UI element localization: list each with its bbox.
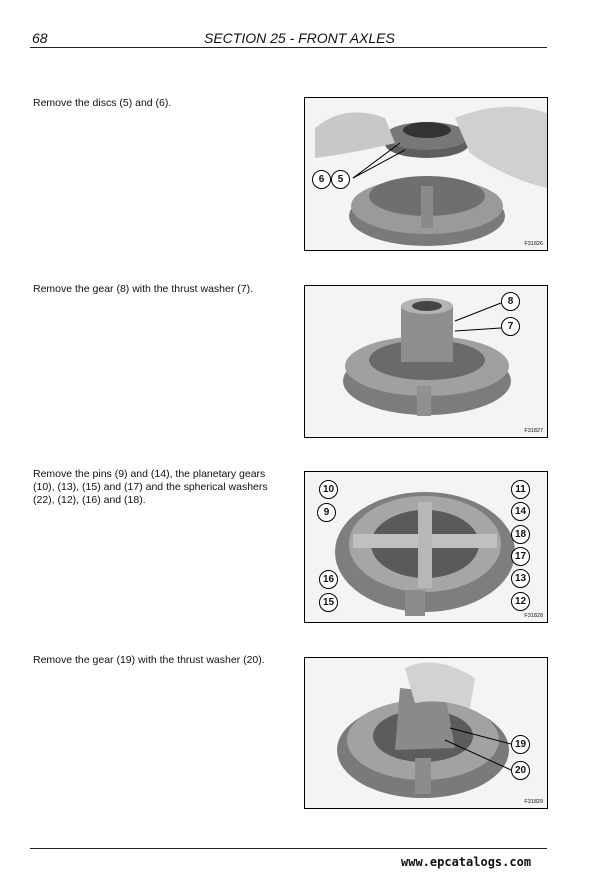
footer-website-link[interactable]: www.epcatalogs.com <box>401 855 532 869</box>
figure-2-photo <box>304 285 548 438</box>
step-4-instruction: Remove the gear (19) with the thrust washer (20). <box>33 654 265 666</box>
callout-10: 10 <box>319 480 338 499</box>
callout-12: 12 <box>511 592 530 611</box>
step-2-instruction: Remove the gear (8) with the thrust washer (7). <box>33 283 254 295</box>
gear-thrust-washer-photo <box>305 658 547 808</box>
callout-17: 17 <box>511 547 530 566</box>
callout-7: 7 <box>501 317 520 336</box>
section-title: SECTION 25 - FRONT AXLES <box>204 30 395 46</box>
callout-19: 19 <box>511 735 530 754</box>
page-header <box>30 27 547 48</box>
figure-code: F31826 <box>524 241 543 247</box>
step-3-instruction: Remove the pins (9) and (14), the planetary gears (10), (13), (15) and (17) and the spherical washers (22), (12), (16) and (18). <box>33 468 268 506</box>
page-number: 68 <box>32 30 48 46</box>
callout-16: 16 <box>319 570 338 589</box>
callout-5: 5 <box>331 170 350 189</box>
footer-divider <box>30 848 547 849</box>
figure-3-photo <box>304 471 548 623</box>
step-1-instruction: Remove the discs (5) and (6). <box>33 97 172 109</box>
figure-code: F31828 <box>524 613 543 619</box>
figure-code: F31827 <box>524 428 543 434</box>
callout-6: 6 <box>312 170 331 189</box>
figure-4-photo <box>304 657 548 809</box>
callout-14: 14 <box>511 502 530 521</box>
callout-18: 18 <box>511 525 530 544</box>
callout-11: 11 <box>511 480 530 499</box>
figure-1-photo <box>304 97 548 251</box>
figure-code: F31829 <box>524 799 543 805</box>
callout-13: 13 <box>511 569 530 588</box>
callout-8: 8 <box>501 292 520 311</box>
callout-15: 15 <box>319 593 338 612</box>
callout-9: 9 <box>317 503 336 522</box>
callout-20: 20 <box>511 761 530 780</box>
